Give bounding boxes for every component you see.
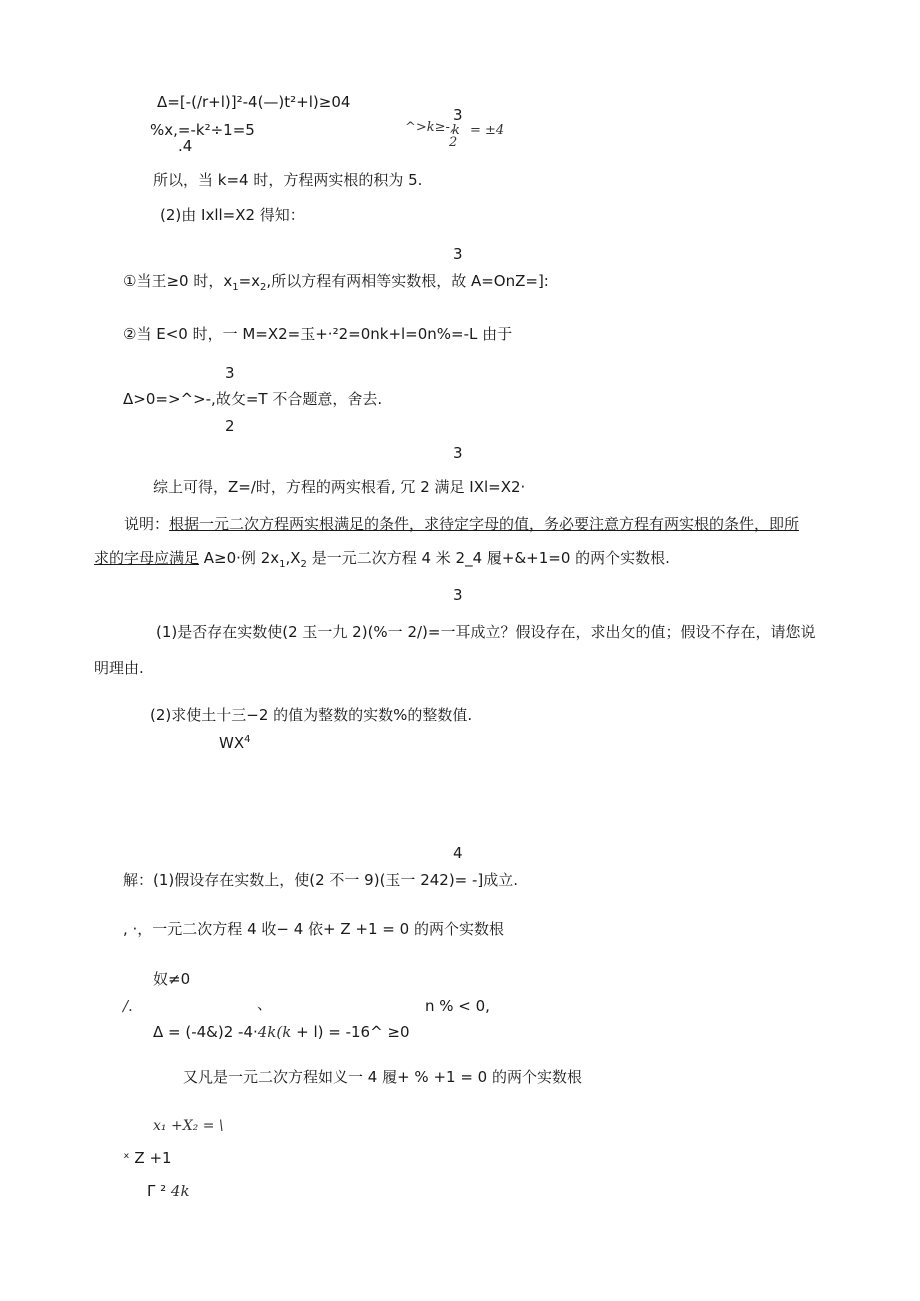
note-line: 求的字母应满足 A≥0·例 $2x_1,X_2$ 是一元二次方程 4 米 2_4 履+&+1=0 的两个实数根. [94,549,670,570]
question: (2)求使土十三−2 的值为整数的实数%的整数值. [150,706,473,724]
case-line: ②当 E<0 时，一 M=X2=玉+·²2=0nk+l=0n%=-L 由于 [123,325,513,343]
condition: n % < 0, [425,997,490,1015]
expression: $WX^4$ [219,734,251,752]
plus-minus-value: = ±4 [470,123,505,138]
question: 明理由. [94,659,144,677]
fraction-denominator: 2 [225,417,235,435]
separator-mark: 、 [257,995,273,1013]
expression: ˣ Z +1 [123,1149,172,1167]
expression: Γ ² 4k [147,1182,190,1200]
equation-line: Δ>0=>^>-,故攵=T 不合题意，舍去. [123,390,383,408]
fraction-denominator: .4 [178,137,193,155]
fraction-numerator: 3 [225,364,235,382]
paragraph: 综上可得，Z=/时，方程的两实根看, 冗 2 满足 IXl=X2· [153,478,526,496]
solution-line: 解：(1)假设存在实数上，使(2 不一 9)(玉一 242)= -]成立. [123,871,519,889]
variable-k: k [452,123,460,138]
vieta-sum: x₁ +X₂ = \ [153,1118,224,1134]
page-number: 3 [453,586,463,604]
paragraph: (2)由 Ixll=X2 得知： [160,206,305,224]
discriminant-line: Δ = (-4&)2 -4·4k(k + l) = -16^ ≥0 [153,1023,410,1041]
note-line: 说明：根据一元二次方程两实根满足的条件，求待定字母的值，务必要注意方程有两实根的条件，即所 [124,515,800,533]
fraction-denominator: 2 [449,135,458,150]
paragraph: 所以，当 k=4 时，方程两实根的积为 5. [153,171,423,189]
solution-line: , ·，一元二次方程 4 收− 4 依+ Z +1 = 0 的两个实数根 [123,920,504,938]
case-line: ①当王≥0 时，$x_1=x_2$,所以方程有两相等实数根，故 A=OnZ=]: [123,272,549,293]
page-number: 4 [453,844,463,862]
solution-line: 又凡是一元二次方程如义一 4 履+ % +1 = 0 的两个实数根 [183,1068,582,1086]
equation-line: Δ=[-(/r+l)]²-4(—)t²+l)≥04 [157,93,351,111]
condition: 奴≠0 [153,970,191,988]
inequality-fragment: ^>k≥-, [405,120,455,135]
page-number: 3 [453,245,463,263]
page-number: 3 [453,444,463,462]
equation-line: %x,=-k²÷1=5 [150,121,255,139]
therefore-symbol: /. [123,997,133,1015]
question: (1)是否存在实数使(2 玉一九 2)(%一 2/)=一耳成立？假设存在，求出攵的值；假设不存在，请您说 [156,623,816,641]
fraction-numerator: 3 [453,106,463,124]
